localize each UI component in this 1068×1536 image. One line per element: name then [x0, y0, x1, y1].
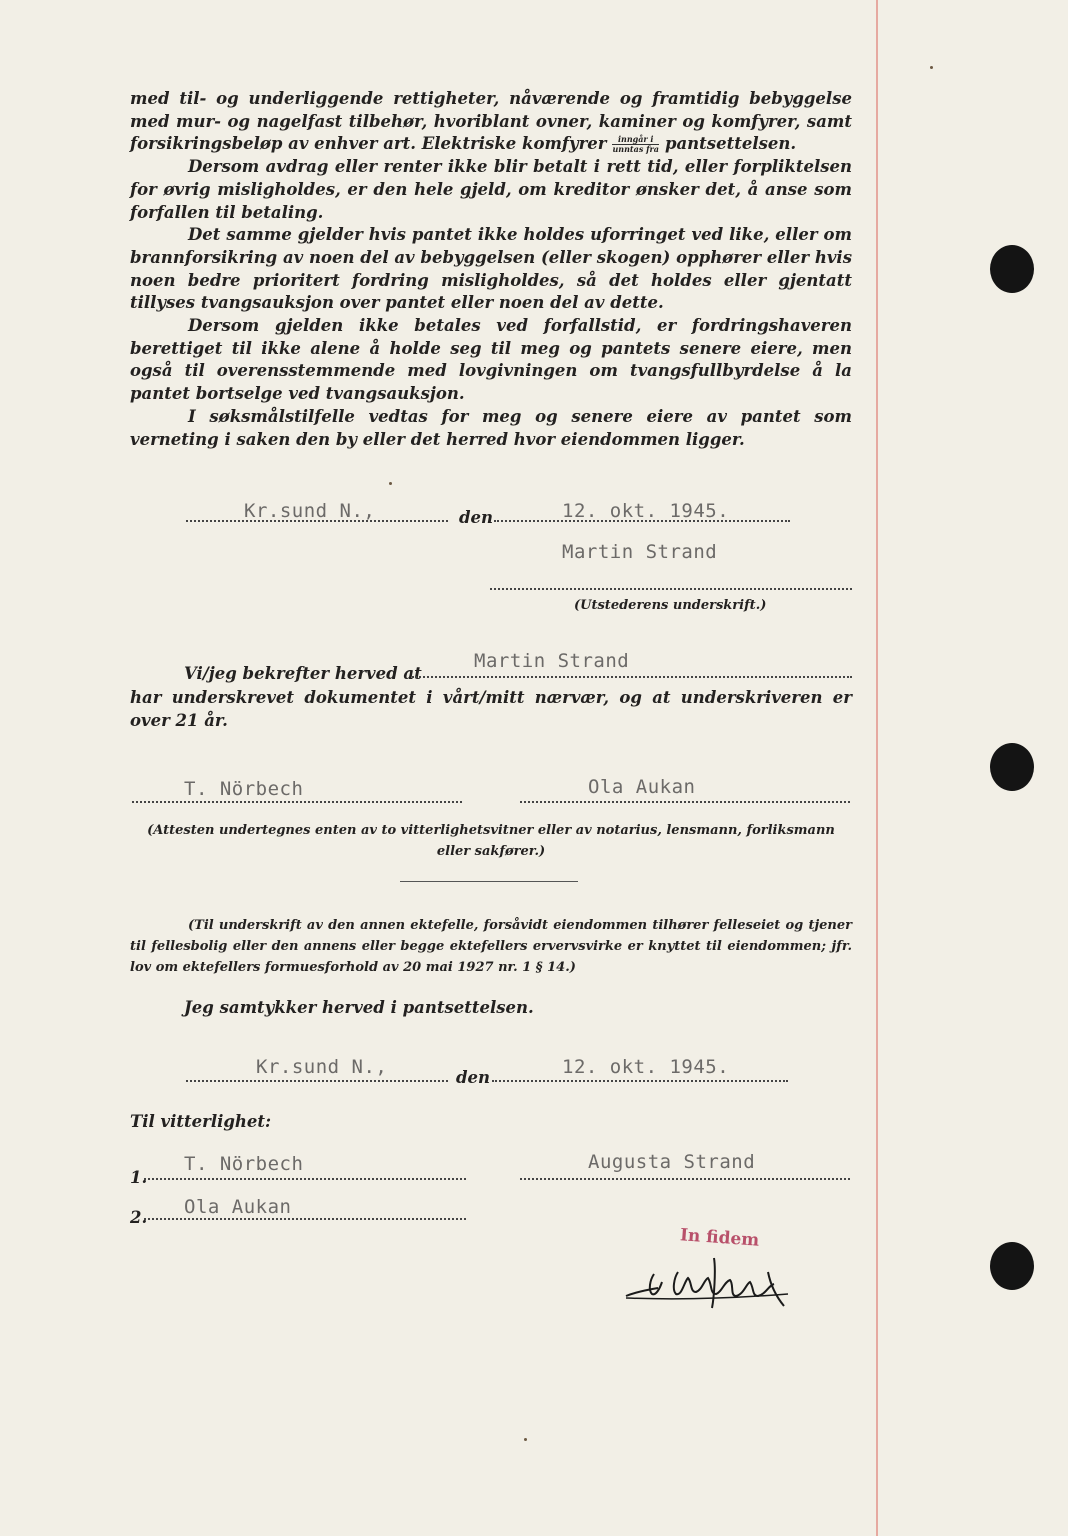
spouse-date: 12. okt. 1945.	[562, 1056, 730, 1078]
punch-hole	[990, 1242, 1034, 1290]
issue-place: Kr.sund N.,	[244, 500, 376, 522]
spouse-witness-one: T. Nörbech	[184, 1153, 304, 1175]
place-line	[186, 1080, 448, 1082]
spouse-place: Kr.sund N.,	[256, 1056, 388, 1078]
issuer-signature: Martin Strand	[562, 541, 718, 563]
witness-label: Til vitterlighet:	[130, 1112, 272, 1131]
witness-line	[144, 1178, 466, 1180]
mortgage-terms	[130, 88, 852, 451]
spouse-signature: Augusta Strand	[588, 1151, 756, 1173]
paragraph-default: Dersom avdrag eller renter ikke blir betalt i rett tid, eller forpliktelsen for øvrig misligholdes, er den hele gjeld, om kreditor ønsker det, å anse som forfallen til betaling.	[130, 157, 852, 222]
spouse-signature-line	[520, 1178, 850, 1180]
date-line	[492, 1080, 788, 1082]
witness-number-2: 2.	[130, 1208, 148, 1227]
den-label: den	[456, 1068, 491, 1087]
spouse-witness-two: Ola Aukan	[184, 1196, 292, 1218]
witness-line	[520, 801, 850, 803]
paragraph-maintenance: Det samme gjelder hvis pantet ikke holdes uforringet ved like, eller om brannforsikring av noen del av bebyggelsen (eller skogen) opphører eller hvis noen bedre prioritert fordring misligholdes, så det holdes eller gjentatt tillyses tvangsauksjon over pantet eller noen del av dette.	[130, 225, 852, 313]
witness-line	[132, 801, 462, 803]
in-fidem-stamp: In fidem	[679, 1225, 760, 1251]
confirm-name: Martin Strand	[474, 650, 630, 672]
paragraph-property: med til- og underliggende rettigheter, nåværende og framtidig bebyggelse med mur- og nagelfast tilbehør, hvoriblant ovner, kaminer og komfyrer, samt forsikringsbeløp av enhver art. Elektriske komfyrer $\frac{\text{inngår i}}{\text{unntas fra}}$ pantsettelsen.	[130, 89, 852, 155]
paragraph-enforcement: Dersom gjelden ikke betales ved forfallstid, er fordringshaveren berettiget til ikke alene å holde seg til meg og pantets senere eiere, men også til overensstemmende med lovgivningen om tvangsfullbyrdelse å la pantet bortselge ved tvangsauksjon.	[130, 316, 852, 404]
margin-rule	[876, 0, 878, 1536]
handwritten-signature	[618, 1238, 798, 1312]
paragraph-venue: I søksmålstilfelle vedtas for meg og senere eiere av pantet som verneting i saken den by eller det herred hvor eiendommen ligger.	[130, 406, 852, 449]
spouse-note: (Til underskrift av den annen ektefelle, forsåvidt eiendommen tilhører felleseiet og tjener til fellesbolig eller den annens eller begge ektefellers ervervsvirke er knyttet til eiendommen; jfr. lov om ektefellers formuesforhold av 20 mai 1927 nr. 1 § 14.)	[130, 918, 852, 975]
issuer-caption: (Utstederens underskrift.)	[574, 598, 767, 613]
den-label: den	[459, 508, 494, 527]
divider	[400, 881, 578, 882]
confirm-text: har underskrevet dokumentet i vårt/mitt nærvær, og at underskriveren er over 21 år.	[130, 688, 852, 730]
witness-one: T. Nörbech	[184, 778, 304, 800]
paper-speck	[930, 66, 933, 69]
confirm-lead: Vi/jeg bekrefter herved at	[184, 664, 422, 683]
issue-date: 12. okt. 1945.	[562, 500, 730, 522]
consent-text: Jeg samtykker herved i pantsettelsen.	[184, 998, 534, 1017]
attest-note: (Attesten undertegnes enten av to vitterlighetsvitner eller av notarius, lensmann, forliksmann eller sakfører.)	[147, 823, 835, 859]
witness-two: Ola Aukan	[588, 776, 696, 798]
punch-hole	[990, 743, 1034, 791]
witness-line	[144, 1218, 466, 1220]
witness-number-1: 1.	[130, 1168, 148, 1187]
paper-speck	[389, 482, 392, 485]
fraction-choice: $\frac{\text{inngår i}}{\text{unntas fra}}$	[612, 134, 659, 155]
punch-hole	[990, 245, 1034, 293]
paper-speck	[524, 1438, 527, 1441]
signature-line	[490, 588, 852, 590]
confirm-name-line	[412, 676, 852, 678]
